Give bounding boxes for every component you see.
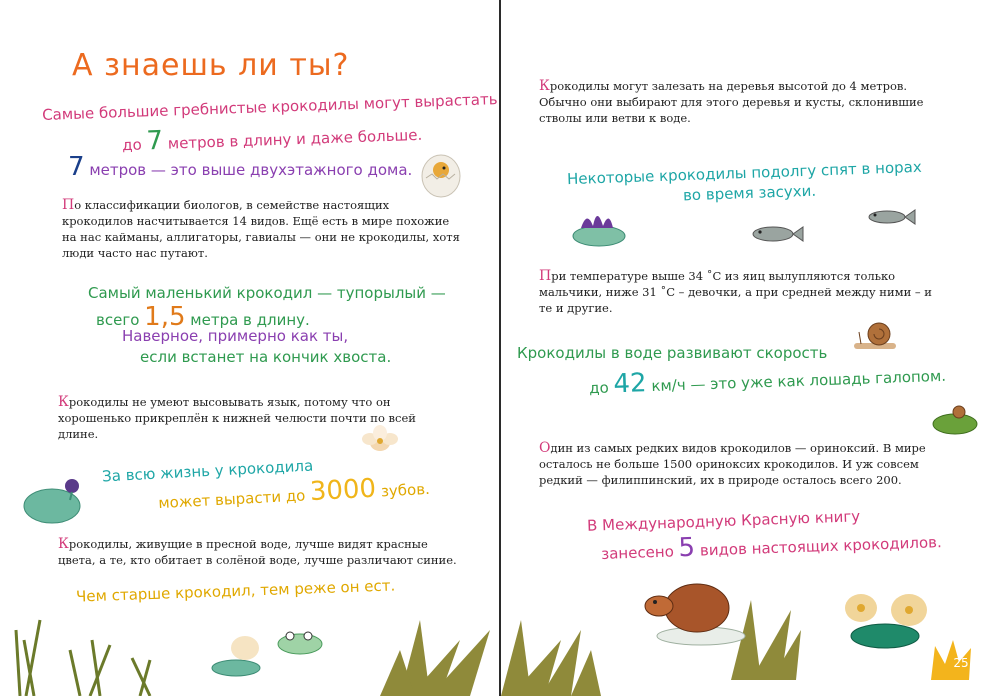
paragraph-orinoco: Один из самых редких видов крокодилов — ориноксий. В мире осталось не больше 1500 ориноксих крокодилов. И уж совсем редкий — филиппинский, их в природе осталось всего 200. (539, 440, 926, 487)
number-7: 7 (145, 125, 164, 157)
egg-with-chick-icon (418, 150, 464, 198)
left-page (0, 0, 499, 696)
fact-1-line-1: Самые большие гребнистые крокодилы могут вырастать (41, 90, 498, 124)
leaf-with-snail-icon (931, 398, 981, 436)
paragraph-tongue: Крокодилы не умеют высовывать язык, потому что он хорошенько прикреплён к нижней челюсти почти по всей длине. (58, 394, 416, 441)
lily-pad-icon (22, 474, 86, 526)
fact-4: Чем старше крокодил, тем реже он ест. (75, 576, 396, 606)
fact-2-line-3: Наверное, примерно как ты, (122, 327, 349, 345)
paragraph-classification: По классификации биологов, в семействе настоящих крокодилов насчитывается 14 видов. Ещё есть в мире похожие на нас кайманы, аллигаторы, гавиалы — они не крокодилы, хотя люди часто нас путают. (62, 197, 460, 260)
fact-2-line-2: всего 1,5 метра в длину. (96, 302, 310, 332)
paragraph-trees: Крокодилы могут залезать на деревья высотой до 4 метров. Обычно они выбирают для этого деревья и кусты, склонившие стволы или ветви к воде. (539, 78, 924, 125)
fact-5-line-1: Некоторые крокодилы подолгу спят в норах (566, 157, 922, 189)
fact-7-line-1: В Международную Красную книгу (586, 507, 861, 535)
right-page (501, 0, 1000, 696)
lotus-on-pad-icon (565, 204, 627, 248)
fact-2-line-1: Самый маленький крокодил — тупорылый — (88, 284, 446, 302)
fact-3-line-2: может вырасти до 3000 зубов. (157, 473, 431, 513)
fish-icon (749, 222, 805, 246)
fact-2-line-4: если встанет на кончик хвоста. (140, 348, 392, 366)
fact-5-line-2: во время засухи. (682, 181, 817, 205)
paragraph-colors: Крокодилы, живущие в пресной воде, лучше видят красные цвета, а те, кто обитает в солёной воде, лучше различают синие. (58, 536, 457, 567)
turtle-and-grass-decoration (501, 560, 1000, 696)
grass-decoration (0, 600, 499, 696)
fact-6-line-2: до 42 км/ч — это уже как лошадь галопом. (588, 366, 947, 400)
page-number: 25 (953, 656, 969, 670)
snail-icon (853, 314, 897, 350)
paragraph-temperature: При температуре выше 34 ˚С из яиц вылупляются только мальчики, ниже 31 ˚С – девочки, а при средней между ними – и те и другие. (539, 268, 932, 315)
fact-7-line-2: занесено 5 видов настоящих крокодилов. (600, 532, 943, 564)
fact-6-line-1: Крокодилы в воде развивают скорость (517, 344, 828, 362)
water-lily-flower-icon (358, 423, 402, 457)
page-title: А знаешь ли ты? (72, 48, 350, 83)
fish-icon (865, 206, 917, 228)
fact-1-line-3: 7 метров — это выше двухэтажного дома. (68, 152, 413, 182)
fact-1-line-2: до 7 метров в длину и даже больше. (121, 125, 423, 157)
fact-3-line-1: За всю жизнь у крокодила (101, 456, 314, 486)
